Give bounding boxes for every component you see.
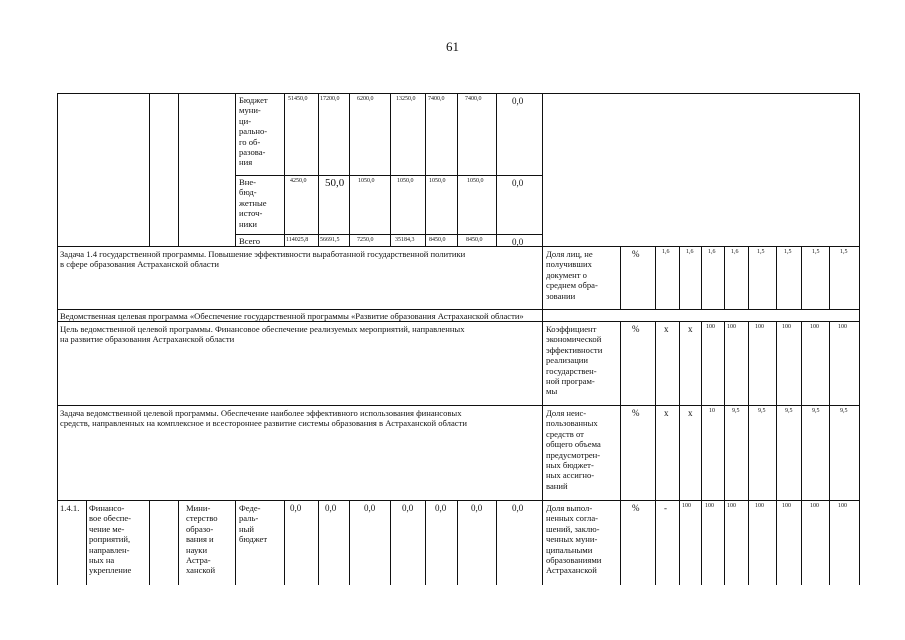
indicator-text: Доля выпол- ненных согла- шений, заклю- ченных муни- ципальными образованиями Астраханской bbox=[546, 503, 602, 576]
unit-cell: % bbox=[632, 324, 640, 334]
value-cell: 100 bbox=[727, 503, 736, 509]
value-cell: 100 bbox=[838, 324, 847, 330]
value-cell: 8450,0 bbox=[466, 237, 483, 243]
source-label: Вне- бюд- жетные источ- ники bbox=[239, 177, 267, 229]
value-cell: 1050,0 bbox=[429, 178, 446, 184]
value-cell: 0,0 bbox=[290, 503, 302, 513]
value-cell: 1,5 bbox=[840, 249, 848, 255]
row-number: 1.4.1. bbox=[60, 503, 80, 513]
value-cell: 0,0 bbox=[435, 503, 447, 513]
value-cell: 0,0 bbox=[364, 503, 376, 513]
value-cell: 100 bbox=[755, 503, 764, 509]
value-cell: 0,0 bbox=[402, 503, 414, 513]
value-cell: 100 bbox=[706, 324, 715, 330]
value-cell: 9,5 bbox=[840, 408, 848, 414]
value-cell: 100 bbox=[705, 503, 714, 509]
value-cell: 9,5 bbox=[812, 408, 820, 414]
value-cell: - bbox=[664, 503, 667, 513]
value-cell: 0,0 bbox=[512, 96, 524, 106]
value-cell: 1,5 bbox=[784, 249, 792, 255]
value-cell: 13250,0 bbox=[396, 96, 416, 102]
value-cell: 9,5 bbox=[758, 408, 766, 414]
value-cell: 7400,0 bbox=[428, 96, 445, 102]
program-title: Ведомственная целевая программа «Обеспечение государственной программы «Развитие образования Астраханской области» bbox=[60, 311, 524, 321]
value-cell: 1,6 bbox=[662, 249, 670, 255]
task-text: Задача 1.4 государственной программы. Повышение эффективности выработанной государственной политики в сфере образования Астраханской области bbox=[60, 249, 466, 270]
value-cell: 100 bbox=[838, 503, 847, 509]
value-cell: х bbox=[664, 408, 669, 418]
value-cell: 10 bbox=[709, 408, 715, 414]
value-cell: 9,5 bbox=[785, 408, 793, 414]
goal-text: Цель ведомственной целевой программы. Финансовое обеспечение реализуемых мероприятий, направленных на развитие образования Астраханской области bbox=[60, 324, 465, 345]
value-cell: 1050,0 bbox=[358, 178, 375, 184]
value-cell: 0,0 bbox=[512, 178, 524, 188]
executor: Мини- стерство образо- вания и науки Астра- ханской bbox=[186, 503, 218, 576]
indicator-text: Доля неис- пользованных средств от общего объема предусмотрен- ных бюджет- ных ассигно- ваний bbox=[546, 408, 601, 491]
value-cell: 100 bbox=[782, 324, 791, 330]
value-cell: х bbox=[664, 324, 669, 334]
value-cell: 100 bbox=[682, 503, 691, 509]
value-cell: х bbox=[688, 324, 693, 334]
indicator-text: Доля лиц, не получивших документ о среднем обра- зовании bbox=[546, 249, 598, 301]
value-cell: 1,6 bbox=[686, 249, 694, 255]
value-cell: 50,0 bbox=[325, 177, 345, 189]
value-cell: 0,0 bbox=[512, 503, 524, 513]
value-cell: 35184,3 bbox=[395, 237, 415, 243]
value-cell: 100 bbox=[782, 503, 791, 509]
value-cell: 7400,0 bbox=[465, 96, 482, 102]
value-cell: 1,6 bbox=[708, 249, 716, 255]
value-cell: 8450,0 bbox=[429, 237, 446, 243]
value-cell: 100 bbox=[755, 324, 764, 330]
task-text: Задача ведомственной целевой программы. Обеспечение наиболее эффективного использования финансовых средств, направленных на комплексное и всестороннее развитие системы образования в Астраханской области bbox=[60, 408, 467, 429]
unit-cell: % bbox=[632, 408, 640, 418]
value-cell: 100 bbox=[810, 324, 819, 330]
measure-name: Финансо- вое обеспе- чение ме- роприятий, направлен- ных на укрепление bbox=[89, 503, 132, 576]
value-cell: 0,0 bbox=[471, 503, 483, 513]
indicator-text: Коэффициент экономической эффективности реализации государствен- ной програм- мы bbox=[546, 324, 603, 397]
unit-cell: % bbox=[632, 249, 640, 259]
value-cell: 1,5 bbox=[757, 249, 765, 255]
value-cell: 0,0 bbox=[325, 503, 337, 513]
value-cell: 7250,0 bbox=[357, 237, 374, 243]
page-number: 61 bbox=[446, 39, 459, 54]
value-cell: 17200,0 bbox=[320, 96, 340, 102]
value-cell: 1050,0 bbox=[467, 178, 484, 184]
value-cell: 56691,5 bbox=[320, 237, 340, 243]
funding-source: Феде- раль- ный бюджет bbox=[239, 503, 268, 545]
value-cell: 1,5 bbox=[812, 249, 820, 255]
value-cell: 1050,0 bbox=[397, 178, 414, 184]
value-cell: 114025,8 bbox=[286, 237, 309, 243]
source-label: Бюджет муни- ци- pально- го об- разова- ния bbox=[239, 95, 268, 168]
unit-cell: % bbox=[632, 503, 640, 513]
value-cell: 6200,0 bbox=[357, 96, 374, 102]
value-cell: 9,5 bbox=[732, 408, 740, 414]
source-label: Всего bbox=[239, 236, 261, 246]
value-cell: 0,0 bbox=[512, 237, 524, 247]
value-cell: х bbox=[688, 408, 693, 418]
value-cell: 51450,0 bbox=[288, 96, 308, 102]
value-cell: 100 bbox=[810, 503, 819, 509]
value-cell: 100 bbox=[727, 324, 736, 330]
value-cell: 4250,0 bbox=[290, 178, 307, 184]
value-cell: 1,6 bbox=[731, 249, 739, 255]
